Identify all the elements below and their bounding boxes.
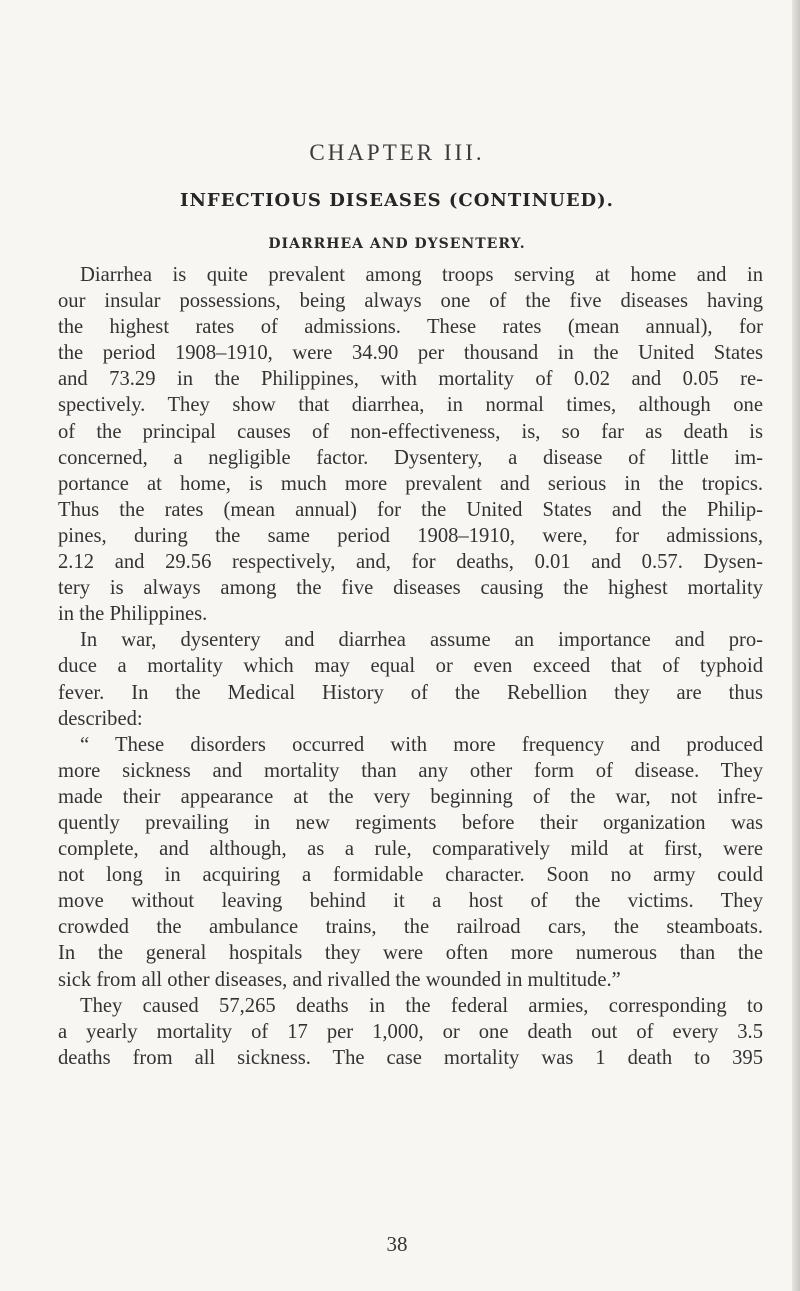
text-line: quently prevailing in new regiments before their organization was (58, 811, 763, 834)
text-line: complete, and although, as a rule, comparatively mild at first, were (58, 838, 763, 861)
text-line: In the general hospitals they were often more numerous than the (58, 942, 763, 965)
body-text (58, 262, 763, 1071)
text-line: a yearly mortality of 17 per 1,000, or one death out of every 3.5 (58, 1020, 763, 1043)
text-line: They caused 57,265 deaths in the federal armies, corresponding to (80, 994, 763, 1017)
text-line: crowded the ambulance trains, the railroad cars, the steamboats. (58, 916, 763, 939)
text-line: spectively. They show that diarrhea, in normal times, although one (58, 394, 763, 417)
text-line: pines, during the same period 1908–1910, were, for admissions, (58, 524, 763, 547)
text-line: In war, dysentery and diarrhea assume an importance and pro- (80, 629, 763, 652)
text-line: sick from all other diseases, and rivalled the wounded in multitude.” (58, 968, 621, 991)
text-line: tery is always among the five diseases causing the highest mortality (58, 577, 763, 600)
chapter-title: INFECTIOUS DISEASES (CONTINUED). (180, 190, 614, 211)
text-line: concerned, a negligible factor. Dysentery, a disease of little im- (58, 446, 763, 469)
text-line: made their appearance at the very beginning of the war, not infre- (58, 785, 763, 808)
text-line: not long in acquiring a formidable character. Soon no army could (58, 864, 763, 887)
text-line: more sickness and mortality than any other form of disease. They (58, 759, 763, 782)
text-line: portance at home, is much more prevalent and serious in the tropics. (58, 472, 763, 495)
text-line: deaths from all sickness. The case mortality was 1 death to 395 (58, 1046, 763, 1069)
text-line: fever. In the Medical History of the Rebellion they are thus (58, 681, 763, 704)
section-heading: DIARRHEA AND DYSENTERY. (268, 236, 526, 252)
text-line: and 73.29 in the Philippines, with mortality of 0.02 and 0.05 re- (58, 368, 763, 391)
text-line: described: (58, 707, 143, 730)
text-line: move without leaving behind it a host of the victims. They (58, 890, 763, 913)
text-line: “ These disorders occurred with more frequency and produced (80, 733, 763, 756)
text-line: 2.12 and 29.56 respectively, and, for deaths, 0.01 and 0.57. Dysen- (58, 551, 763, 574)
text-line: our insular possessions, being always one of the five diseases having (58, 290, 763, 313)
page-number: 38 (386, 1232, 408, 1256)
text-line: in the Philippines. (58, 603, 208, 626)
text-line: Thus the rates (mean annual) for the United States and the Philip- (58, 498, 763, 521)
text-line: the highest rates of admissions. These rates (mean annual), for (58, 316, 763, 339)
text-line: the period 1908–1910, were 34.90 per thousand in the United States (58, 342, 763, 365)
text-line: of the principal causes of non-effectiveness, is, so far as death is (58, 420, 763, 443)
chapter-heading: CHAPTER III. (309, 140, 485, 165)
text-line: duce a mortality which may equal or even exceed that of typhoid (58, 655, 763, 678)
text-line: Diarrhea is quite prevalent among troops serving at home and in (80, 264, 763, 286)
